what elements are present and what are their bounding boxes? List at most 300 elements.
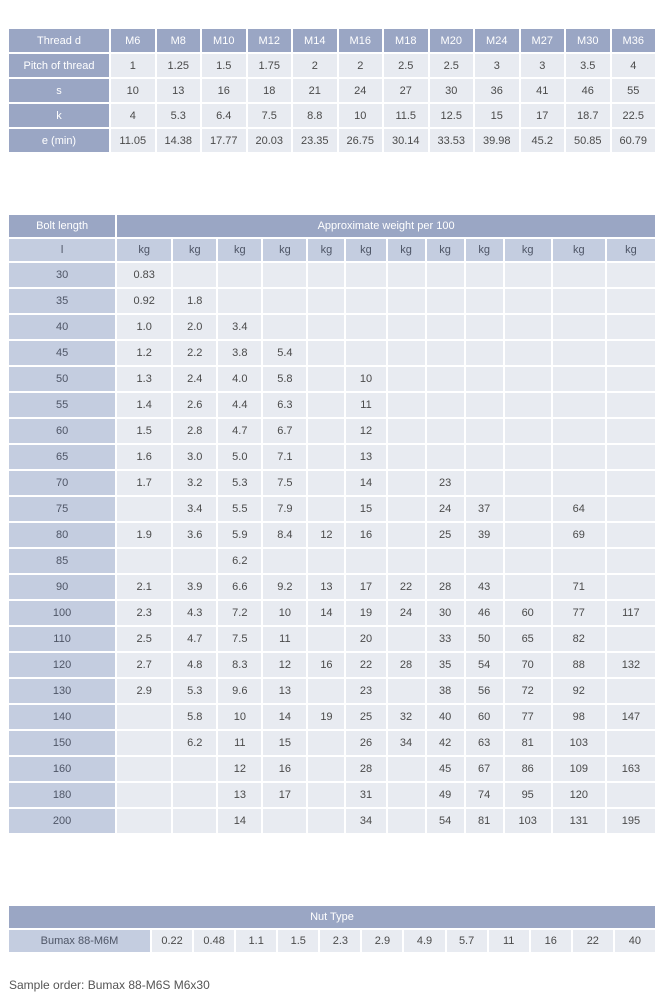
weight-value-cell bbox=[388, 419, 425, 443]
weight-value-cell: 22 bbox=[346, 653, 385, 677]
spec-value-cell: 60.79 bbox=[612, 129, 656, 152]
weight-row bbox=[9, 757, 655, 781]
unit-kg-header: kg bbox=[263, 239, 306, 261]
unit-kg-header: kg bbox=[346, 239, 385, 261]
weight-row bbox=[9, 809, 655, 833]
weight-value-cell: 60 bbox=[466, 705, 503, 729]
weight-value-cell: 2.0 bbox=[173, 315, 216, 339]
weight-value-cell bbox=[388, 679, 425, 703]
thread-size-header: M27 bbox=[521, 29, 565, 52]
bolt-length-cell: 80 bbox=[9, 523, 115, 547]
weight-value-cell: 147 bbox=[607, 705, 655, 729]
approx-weight-header: Approximate weight per 100 bbox=[117, 215, 655, 237]
weight-value-cell bbox=[388, 289, 425, 313]
weight-value-cell bbox=[505, 263, 551, 287]
weight-value-cell: 72 bbox=[505, 679, 551, 703]
spec-value-cell: 20.03 bbox=[248, 129, 292, 152]
weight-value-cell bbox=[427, 341, 464, 365]
weight-value-cell: 6.7 bbox=[263, 419, 306, 443]
weight-value-cell bbox=[427, 549, 464, 573]
weight-value-cell bbox=[218, 263, 261, 287]
weight-value-cell bbox=[173, 263, 216, 287]
weight-value-cell: 28 bbox=[346, 757, 385, 781]
weight-value-cell bbox=[466, 471, 503, 495]
spec-value-cell: 4 bbox=[612, 54, 656, 77]
weight-value-cell bbox=[388, 393, 425, 417]
weight-value-cell: 3.0 bbox=[173, 445, 216, 469]
spec-value-cell: 10 bbox=[111, 79, 155, 102]
weight-value-cell bbox=[308, 471, 344, 495]
nut-weight-cell: 1.5 bbox=[278, 930, 318, 952]
weight-row bbox=[9, 419, 655, 443]
weight-value-cell bbox=[466, 445, 503, 469]
unit-kg-header: kg bbox=[388, 239, 425, 261]
weight-value-cell: 63 bbox=[466, 731, 503, 755]
weight-value-cell bbox=[505, 341, 551, 365]
weight-value-cell: 6.3 bbox=[263, 393, 306, 417]
spec-value-cell: 41 bbox=[521, 79, 565, 102]
nut-weight-cell: 16 bbox=[531, 930, 571, 952]
bolt-length-cell: 160 bbox=[9, 757, 115, 781]
weight-value-cell: 10 bbox=[218, 705, 261, 729]
weight-value-cell: 3.8 bbox=[218, 341, 261, 365]
thread-size-header: M24 bbox=[475, 29, 519, 52]
weight-value-cell bbox=[308, 419, 344, 443]
bolt-length-cell: 150 bbox=[9, 731, 115, 755]
weight-value-cell: 28 bbox=[388, 653, 425, 677]
weight-value-cell bbox=[308, 679, 344, 703]
spec-value-cell: 14.38 bbox=[157, 129, 201, 152]
weight-value-cell bbox=[388, 341, 425, 365]
weight-value-cell bbox=[427, 263, 464, 287]
weight-value-cell bbox=[308, 549, 344, 573]
spec-row bbox=[9, 129, 655, 152]
weight-value-cell: 19 bbox=[308, 705, 344, 729]
weight-value-cell: 7.5 bbox=[263, 471, 306, 495]
spec-value-cell: 4 bbox=[111, 104, 155, 127]
nut-weight-cell: 11 bbox=[489, 930, 529, 952]
weight-row bbox=[9, 575, 655, 599]
spec-value-cell: 1.25 bbox=[157, 54, 201, 77]
weight-value-cell: 42 bbox=[427, 731, 464, 755]
weight-value-cell bbox=[607, 367, 655, 391]
weight-value-cell bbox=[308, 315, 344, 339]
weight-value-cell bbox=[505, 471, 551, 495]
weight-value-cell bbox=[553, 315, 605, 339]
weight-value-cell bbox=[505, 497, 551, 521]
bolt-length-header: Bolt length bbox=[9, 215, 115, 237]
weight-value-cell: 12 bbox=[308, 523, 344, 547]
weight-value-cell: 4.3 bbox=[173, 601, 216, 625]
weight-value-cell: 14 bbox=[346, 471, 385, 495]
weight-value-cell bbox=[117, 757, 171, 781]
nut-values-row bbox=[9, 930, 655, 952]
spec-value-cell: 18.7 bbox=[566, 104, 610, 127]
weight-value-cell bbox=[466, 289, 503, 313]
thread-spec-table bbox=[7, 27, 657, 154]
bolt-weight-table bbox=[7, 213, 657, 835]
weight-row bbox=[9, 783, 655, 807]
weight-value-cell: 2.7 bbox=[117, 653, 171, 677]
weight-value-cell: 12 bbox=[346, 419, 385, 443]
weight-value-cell: 13 bbox=[218, 783, 261, 807]
thread-size-header: M30 bbox=[566, 29, 610, 52]
weight-value-cell: 5.5 bbox=[218, 497, 261, 521]
bolt-length-cell: 85 bbox=[9, 549, 115, 573]
length-l-header: l bbox=[9, 239, 115, 261]
weight-value-cell: 54 bbox=[466, 653, 503, 677]
weight-value-cell bbox=[427, 445, 464, 469]
weight-value-cell: 46 bbox=[466, 601, 503, 625]
spec-value-cell: 24 bbox=[339, 79, 383, 102]
bolt-length-cell: 45 bbox=[9, 341, 115, 365]
spec-row bbox=[9, 79, 655, 102]
unit-kg-header: kg bbox=[553, 239, 605, 261]
spec-value-cell: 55 bbox=[612, 79, 656, 102]
bolt-length-cell: 100 bbox=[9, 601, 115, 625]
weight-value-cell bbox=[388, 315, 425, 339]
weight-value-cell: 5.9 bbox=[218, 523, 261, 547]
bolt-length-cell: 200 bbox=[9, 809, 115, 833]
weight-row bbox=[9, 471, 655, 495]
weight-value-cell bbox=[607, 289, 655, 313]
weight-value-cell: 195 bbox=[607, 809, 655, 833]
weight-value-cell bbox=[346, 263, 385, 287]
weight-row bbox=[9, 731, 655, 755]
weight-value-cell: 2.6 bbox=[173, 393, 216, 417]
weight-value-cell bbox=[388, 783, 425, 807]
weight-value-cell: 7.5 bbox=[218, 627, 261, 651]
weight-value-cell: 12 bbox=[218, 757, 261, 781]
weight-value-cell: 31 bbox=[346, 783, 385, 807]
nut-weight-cell: 2.3 bbox=[320, 930, 360, 952]
spec-value-cell: 27 bbox=[384, 79, 428, 102]
weight-value-cell bbox=[263, 809, 306, 833]
weight-value-cell bbox=[553, 471, 605, 495]
weight-row bbox=[9, 263, 655, 287]
weight-value-cell: 81 bbox=[466, 809, 503, 833]
spec-value-cell: 36 bbox=[475, 79, 519, 102]
weight-value-cell: 120 bbox=[553, 783, 605, 807]
weight-value-cell: 45 bbox=[427, 757, 464, 781]
weight-value-cell: 13 bbox=[263, 679, 306, 703]
weight-value-cell: 77 bbox=[553, 601, 605, 625]
spec-value-cell: 46 bbox=[566, 79, 610, 102]
weight-value-cell: 40 bbox=[427, 705, 464, 729]
weight-value-cell bbox=[607, 731, 655, 755]
weight-value-cell: 117 bbox=[607, 601, 655, 625]
weight-value-cell: 3.9 bbox=[173, 575, 216, 599]
weight-value-cell bbox=[117, 783, 171, 807]
thread-header-row bbox=[9, 29, 655, 52]
weight-value-cell: 4.0 bbox=[218, 367, 261, 391]
weight-value-cell: 17 bbox=[263, 783, 306, 807]
bolt-length-cell: 60 bbox=[9, 419, 115, 443]
weight-value-cell bbox=[427, 315, 464, 339]
weight-value-cell: 25 bbox=[346, 705, 385, 729]
weight-value-cell: 4.4 bbox=[218, 393, 261, 417]
weight-value-cell: 26 bbox=[346, 731, 385, 755]
weight-value-cell: 28 bbox=[427, 575, 464, 599]
spec-value-cell: 15 bbox=[475, 104, 519, 127]
weight-value-cell bbox=[505, 445, 551, 469]
spec-row-label: s bbox=[9, 79, 109, 102]
weight-value-cell bbox=[553, 341, 605, 365]
weight-value-cell: 2.4 bbox=[173, 367, 216, 391]
weight-value-cell: 14 bbox=[308, 601, 344, 625]
weight-value-cell bbox=[607, 679, 655, 703]
weight-value-cell: 20 bbox=[346, 627, 385, 651]
weight-value-cell: 5.0 bbox=[218, 445, 261, 469]
spec-value-cell: 17.77 bbox=[202, 129, 246, 152]
spec-value-cell: 18 bbox=[248, 79, 292, 102]
weight-value-cell: 14 bbox=[263, 705, 306, 729]
weight-value-cell: 23 bbox=[427, 471, 464, 495]
weight-value-cell: 11 bbox=[346, 393, 385, 417]
weight-value-cell bbox=[388, 367, 425, 391]
weight-value-cell: 2.1 bbox=[117, 575, 171, 599]
weight-value-cell bbox=[466, 263, 503, 287]
weight-value-cell: 2.3 bbox=[117, 601, 171, 625]
weight-value-cell: 33 bbox=[427, 627, 464, 651]
weight-value-cell bbox=[553, 367, 605, 391]
spec-value-cell: 1.5 bbox=[202, 54, 246, 77]
weight-value-cell: 54 bbox=[427, 809, 464, 833]
weight-value-cell: 1.6 bbox=[117, 445, 171, 469]
weight-value-cell bbox=[607, 627, 655, 651]
spec-value-cell: 1.75 bbox=[248, 54, 292, 77]
weight-value-cell: 23 bbox=[346, 679, 385, 703]
weight-value-cell: 34 bbox=[388, 731, 425, 755]
bolt-length-cell: 50 bbox=[9, 367, 115, 391]
weight-value-cell bbox=[466, 315, 503, 339]
weight-value-cell: 67 bbox=[466, 757, 503, 781]
weight-value-cell: 5.3 bbox=[173, 679, 216, 703]
nut-weight-cell: 0.22 bbox=[152, 930, 192, 952]
weight-value-cell: 60 bbox=[505, 601, 551, 625]
weight-value-cell: 17 bbox=[346, 575, 385, 599]
weight-value-cell bbox=[263, 289, 306, 313]
nut-type-table bbox=[7, 904, 657, 954]
weight-value-cell: 5.4 bbox=[263, 341, 306, 365]
spec-value-cell: 2.5 bbox=[384, 54, 428, 77]
weight-value-cell bbox=[173, 757, 216, 781]
weight-value-cell: 35 bbox=[427, 653, 464, 677]
weight-value-cell: 81 bbox=[505, 731, 551, 755]
weight-row bbox=[9, 497, 655, 521]
weight-value-cell: 39 bbox=[466, 523, 503, 547]
weight-value-cell: 109 bbox=[553, 757, 605, 781]
spec-row-label: e (min) bbox=[9, 129, 109, 152]
weight-value-cell: 3.2 bbox=[173, 471, 216, 495]
weight-value-cell bbox=[553, 549, 605, 573]
bolt-length-cell: 55 bbox=[9, 393, 115, 417]
weight-value-cell bbox=[505, 289, 551, 313]
weight-value-cell: 2.2 bbox=[173, 341, 216, 365]
weight-value-cell: 2.5 bbox=[117, 627, 171, 651]
weight-value-cell: 10 bbox=[263, 601, 306, 625]
bolt-length-cell: 90 bbox=[9, 575, 115, 599]
weight-value-cell bbox=[505, 367, 551, 391]
weight-value-cell bbox=[466, 367, 503, 391]
spec-value-cell: 2 bbox=[339, 54, 383, 77]
weight-value-cell bbox=[388, 523, 425, 547]
weight-value-cell bbox=[607, 575, 655, 599]
spec-value-cell: 5.3 bbox=[157, 104, 201, 127]
weight-row bbox=[9, 705, 655, 729]
spec-value-cell: 50.85 bbox=[566, 129, 610, 152]
weight-value-cell bbox=[427, 367, 464, 391]
weight-value-cell: 92 bbox=[553, 679, 605, 703]
weight-value-cell: 12 bbox=[263, 653, 306, 677]
weight-value-cell: 34 bbox=[346, 809, 385, 833]
spec-value-cell: 10 bbox=[339, 104, 383, 127]
unit-header-row bbox=[9, 239, 655, 261]
weight-value-cell bbox=[553, 393, 605, 417]
spec-row-label: k bbox=[9, 104, 109, 127]
weight-value-cell bbox=[173, 783, 216, 807]
weight-value-cell: 1.2 bbox=[117, 341, 171, 365]
weight-value-cell: 16 bbox=[263, 757, 306, 781]
nut-weight-cell: 1.1 bbox=[236, 930, 276, 952]
weight-value-cell: 0.92 bbox=[117, 289, 171, 313]
spec-value-cell: 26.75 bbox=[339, 129, 383, 152]
weight-value-cell: 13 bbox=[308, 575, 344, 599]
weight-value-cell bbox=[308, 367, 344, 391]
weight-value-cell: 2.9 bbox=[117, 679, 171, 703]
weight-value-cell: 7.1 bbox=[263, 445, 306, 469]
weight-value-cell bbox=[388, 549, 425, 573]
bolt-length-cell: 120 bbox=[9, 653, 115, 677]
weight-value-cell: 15 bbox=[263, 731, 306, 755]
weight-value-cell bbox=[173, 809, 216, 833]
weight-value-cell bbox=[388, 627, 425, 651]
weight-value-cell: 16 bbox=[346, 523, 385, 547]
weight-value-cell: 30 bbox=[427, 601, 464, 625]
spec-row-label: Pitch of thread bbox=[9, 54, 109, 77]
weight-value-cell bbox=[607, 549, 655, 573]
spec-value-cell: 30.14 bbox=[384, 129, 428, 152]
weight-value-cell: 95 bbox=[505, 783, 551, 807]
weight-row bbox=[9, 653, 655, 677]
weight-value-cell: 11 bbox=[263, 627, 306, 651]
sample-order-text: Sample order: Bumax 88-M6S M6x30 bbox=[9, 978, 210, 992]
spec-value-cell: 3 bbox=[475, 54, 519, 77]
weight-value-cell bbox=[466, 393, 503, 417]
weight-value-cell bbox=[553, 419, 605, 443]
spec-value-cell: 17 bbox=[521, 104, 565, 127]
weight-value-cell bbox=[117, 705, 171, 729]
spec-value-cell: 6.4 bbox=[202, 104, 246, 127]
nut-weight-cell: 0.48 bbox=[194, 930, 234, 952]
weight-value-cell: 2.8 bbox=[173, 419, 216, 443]
spec-value-cell: 1 bbox=[111, 54, 155, 77]
weight-row bbox=[9, 289, 655, 313]
weight-value-cell: 1.3 bbox=[117, 367, 171, 391]
weight-value-cell: 25 bbox=[427, 523, 464, 547]
weight-value-cell: 1.0 bbox=[117, 315, 171, 339]
spec-value-cell: 33.53 bbox=[430, 129, 474, 152]
weight-value-cell bbox=[427, 289, 464, 313]
weight-value-cell: 103 bbox=[505, 809, 551, 833]
weight-value-cell: 5.8 bbox=[173, 705, 216, 729]
weight-value-cell bbox=[308, 445, 344, 469]
weight-value-cell bbox=[607, 315, 655, 339]
weight-row bbox=[9, 627, 655, 651]
weight-value-cell bbox=[308, 341, 344, 365]
bolt-length-cell: 75 bbox=[9, 497, 115, 521]
weight-value-cell bbox=[117, 549, 171, 573]
weight-row bbox=[9, 315, 655, 339]
nut-type-label: Bumax 88-M6M bbox=[9, 930, 150, 952]
spec-value-cell: 45.2 bbox=[521, 129, 565, 152]
weight-value-cell bbox=[607, 497, 655, 521]
weight-value-cell bbox=[346, 549, 385, 573]
weight-value-cell: 8.4 bbox=[263, 523, 306, 547]
weight-value-cell: 6.2 bbox=[173, 731, 216, 755]
spec-value-cell: 21 bbox=[293, 79, 337, 102]
nut-weight-cell: 2.9 bbox=[362, 930, 402, 952]
bolt-length-cell: 140 bbox=[9, 705, 115, 729]
weight-value-cell bbox=[607, 523, 655, 547]
weight-value-cell: 9.2 bbox=[263, 575, 306, 599]
weight-value-cell: 6.2 bbox=[218, 549, 261, 573]
weight-value-cell bbox=[117, 497, 171, 521]
weight-value-cell bbox=[388, 809, 425, 833]
spec-value-cell: 2.5 bbox=[430, 54, 474, 77]
weight-value-cell: 6.6 bbox=[218, 575, 261, 599]
weight-value-cell: 5.8 bbox=[263, 367, 306, 391]
weight-value-cell bbox=[173, 549, 216, 573]
weight-value-cell bbox=[308, 783, 344, 807]
weight-value-cell bbox=[308, 497, 344, 521]
weight-value-cell: 88 bbox=[553, 653, 605, 677]
thread-size-header: M12 bbox=[248, 29, 292, 52]
weight-row bbox=[9, 445, 655, 469]
weight-value-cell bbox=[308, 731, 344, 755]
weight-value-cell: 22 bbox=[388, 575, 425, 599]
weight-value-cell: 103 bbox=[553, 731, 605, 755]
weight-value-cell: 3.4 bbox=[173, 497, 216, 521]
weight-value-cell bbox=[388, 445, 425, 469]
weight-value-cell: 56 bbox=[466, 679, 503, 703]
spec-value-cell: 23.35 bbox=[293, 129, 337, 152]
weight-value-cell bbox=[553, 263, 605, 287]
weight-row bbox=[9, 341, 655, 365]
bolt-length-cell: 30 bbox=[9, 263, 115, 287]
weight-value-cell bbox=[505, 575, 551, 599]
bolt-length-cell: 110 bbox=[9, 627, 115, 651]
spec-value-cell: 13 bbox=[157, 79, 201, 102]
weight-value-cell bbox=[466, 419, 503, 443]
weight-value-cell bbox=[607, 263, 655, 287]
weight-value-cell: 1.5 bbox=[117, 419, 171, 443]
bolt-length-cell: 130 bbox=[9, 679, 115, 703]
weight-value-cell bbox=[607, 419, 655, 443]
nut-header-row bbox=[9, 906, 655, 928]
weight-value-cell: 24 bbox=[427, 497, 464, 521]
weight-value-cell bbox=[346, 315, 385, 339]
weight-value-cell bbox=[505, 523, 551, 547]
weight-value-cell: 8.3 bbox=[218, 653, 261, 677]
thread-d-label: Thread d bbox=[9, 29, 109, 52]
unit-kg-header: kg bbox=[427, 239, 464, 261]
spec-row bbox=[9, 104, 655, 127]
weight-value-cell bbox=[346, 289, 385, 313]
weight-value-cell bbox=[607, 341, 655, 365]
spec-value-cell: 12.5 bbox=[430, 104, 474, 127]
nut-weight-cell: 5.7 bbox=[447, 930, 487, 952]
